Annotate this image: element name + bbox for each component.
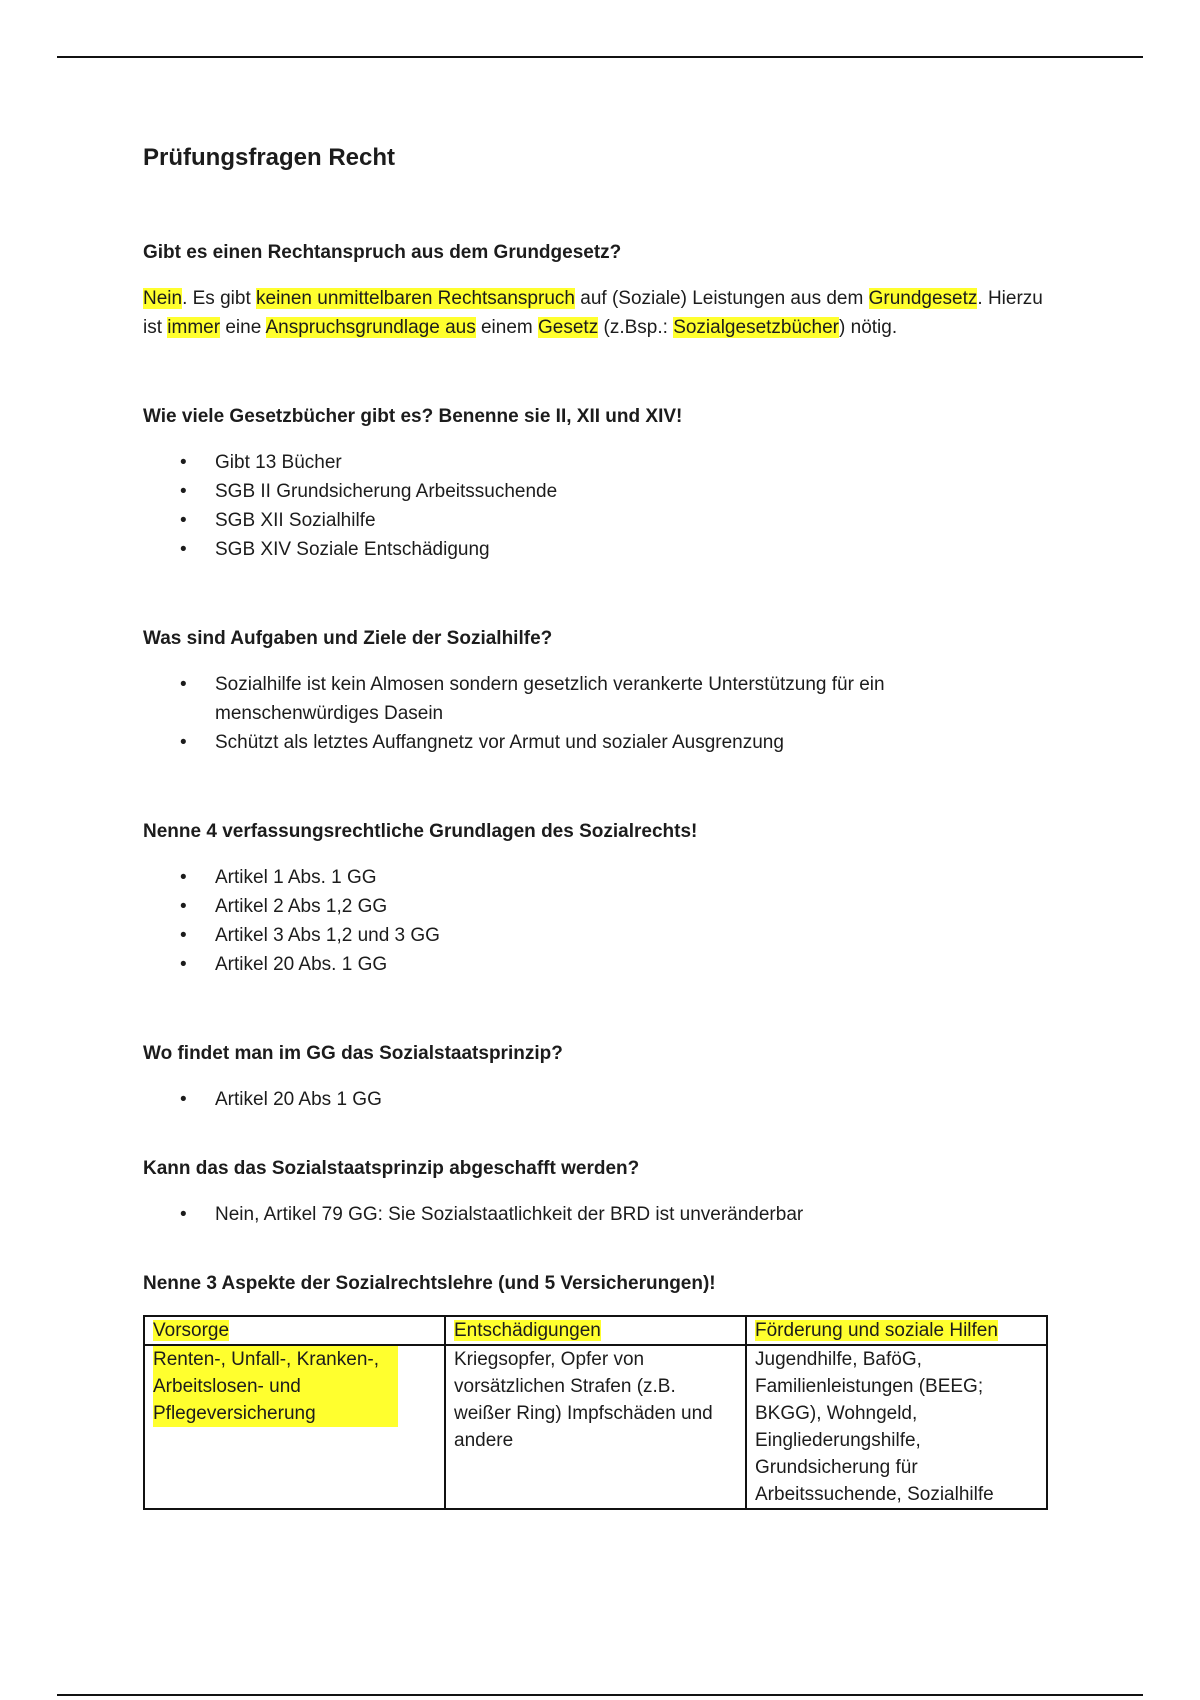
table-row: [144, 1345, 1047, 1509]
cell-text: Kriegsopfer, Opfer von vorsätzlichen Strafen (z.B. weißer Ring) Impfschäden und andere: [454, 1349, 713, 1451]
highlighted-text: Anspruchsgrundlage aus: [265, 317, 476, 338]
list-item: • SGB XIV Soziale Entschädigung: [215, 535, 1063, 564]
table-cell: [445, 1345, 746, 1509]
highlighted-text: keinen unmittelbaren Rechtsanspruch: [256, 288, 575, 309]
question-section-6: [143, 1156, 1063, 1229]
question-heading: Wie viele Gesetzbücher gibt es? Benenne sie II, XII und XIV!: [143, 406, 683, 427]
list-item: • Nein, Artikel 79 GG: Sie Sozialstaatlichkeit der BRD ist unveränderbar: [215, 1200, 1063, 1229]
list-item: • Gibt 13 Bücher: [215, 448, 1063, 477]
list-item: • Artikel 20 Abs. 1 GG: [215, 950, 1063, 979]
answer-text: (z.Bsp.:: [598, 317, 674, 338]
question-section-5: [143, 1041, 1063, 1114]
answer-text: eine: [220, 317, 266, 338]
bullet-list: [143, 1085, 1063, 1114]
bullet-list: [143, 448, 1063, 564]
question-heading: Nenne 4 verfassungsrechtliche Grundlagen des Sozialrechts!: [143, 821, 698, 842]
list-item: • SGB XII Sozialhilfe: [215, 506, 1063, 535]
list-item: • Artikel 2 Abs 1,2 GG: [215, 892, 1063, 921]
question-section-1: [143, 240, 1063, 342]
question-section-2: [143, 404, 1063, 564]
question-heading: Kann das das Sozialstaatsprinzip abgeschafft werden?: [143, 1158, 640, 1179]
answer-text: . Hierzu ist: [143, 288, 1043, 338]
document-page: [143, 140, 1063, 1572]
highlighted-text: Gesetz: [538, 317, 599, 338]
answer-text: . Es gibt: [182, 288, 256, 309]
footer-rule: [57, 1694, 1143, 1696]
highlighted-text: Grundgesetz: [868, 288, 978, 309]
question-section-4: [143, 819, 1063, 979]
question-heading: Was sind Aufgaben und Ziele der Sozialhilfe?: [143, 628, 553, 649]
question-heading: Nenne 3 Aspekte der Sozialrechtslehre (und 5 Versicherungen)!: [143, 1273, 716, 1294]
question-heading: Wo findet man im GG das Sozialstaatsprinzip?: [143, 1043, 563, 1064]
answer-text: ) nötig.: [839, 317, 898, 338]
list-item: • Artikel 1 Abs. 1 GG: [215, 863, 1063, 892]
answer-paragraph: [143, 284, 1063, 342]
highlighted-text: immer: [167, 317, 221, 338]
table-header-cell: [746, 1316, 1047, 1345]
cell-text: Jugendhilfe, BaföG, Familienleistungen (BEEG; BKGG), Wohngeld, Eingliederungshilfe, Grundsicherung für Arbeitssuchende, Sozialhilfe: [755, 1349, 994, 1505]
list-item: • Sozialhilfe ist kein Almosen sondern gesetzlich verankerte Unterstützung für ein menschenwürdiges Dasein: [215, 670, 995, 728]
table-cell: [746, 1345, 1047, 1509]
table-header-cell: [144, 1316, 445, 1345]
question-section-7: [143, 1271, 1063, 1510]
highlighted-text: Renten-, Unfall-, Kranken-, Arbeitslosen- und Pflegeversicherung: [153, 1346, 398, 1427]
list-item: • Artikel 3 Abs 1,2 und 3 GG: [215, 921, 1063, 950]
bullet-list: [143, 670, 995, 757]
highlighted-text: Sozialgesetzbücher: [673, 317, 840, 338]
bullet-list: [143, 1200, 1063, 1229]
list-item: • SGB II Grundsicherung Arbeitssuchende: [215, 477, 1063, 506]
question-section-3: [143, 626, 1063, 757]
table-header-row: [144, 1316, 1047, 1345]
table-cell: [144, 1345, 445, 1509]
highlighted-text: Entschädigungen: [454, 1320, 601, 1341]
bullet-list: [143, 863, 1063, 979]
table-header-cell: [445, 1316, 746, 1345]
header-rule: [57, 56, 1143, 58]
question-heading: Gibt es einen Rechtanspruch aus dem Grundgesetz?: [143, 242, 622, 263]
aspects-table: [143, 1315, 1048, 1510]
answer-text: einem: [475, 317, 539, 338]
page-title: Prüfungsfragen Recht: [143, 144, 396, 171]
answer-text: auf (Soziale) Leistungen aus dem: [574, 288, 869, 309]
list-item: • Artikel 20 Abs 1 GG: [215, 1085, 1063, 1114]
highlighted-text: Förderung und soziale Hilfen: [755, 1320, 998, 1341]
list-item: • Schützt als letztes Auffangnetz vor Armut und sozialer Ausgrenzung: [215, 728, 995, 757]
highlighted-text: Nein: [143, 288, 183, 309]
highlighted-text: Vorsorge: [153, 1320, 230, 1341]
